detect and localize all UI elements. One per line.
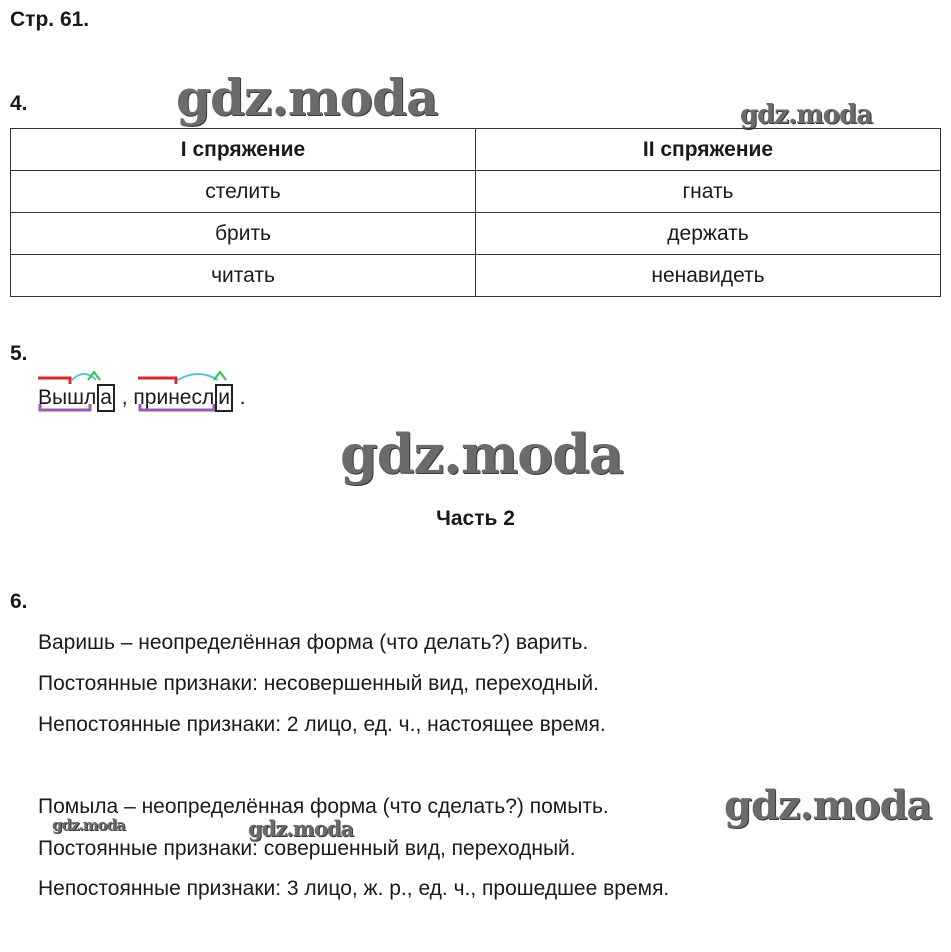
table-header-cell: I спряжение <box>11 129 476 171</box>
watermark-logo: gdz.moda <box>740 100 873 130</box>
text-line: Помыла – неопределённая форма (что сделать?) помыть. <box>38 795 609 818</box>
watermark-logo: gdz.moda <box>724 782 932 829</box>
text-line: Непостоянные признаки: 2 лицо, ед. ч., настоящее время. <box>38 713 606 736</box>
watermark-logo: gdz.moda <box>176 68 438 127</box>
table-cell: стелить <box>11 171 476 213</box>
root-mark <box>178 374 218 380</box>
table-cell: читать <box>11 255 476 297</box>
word-stem: Вышл <box>38 386 97 409</box>
suffix-mark <box>214 372 226 380</box>
text-line: Варишь – неопределённая форма (что делать?) варить. <box>38 631 589 654</box>
ending-box: а <box>97 384 115 412</box>
text-line: Непостоянные признаки: 3 лицо, ж. р., ед. ч., прошедшее время. <box>38 877 670 900</box>
table-cell: гнать <box>476 171 941 213</box>
table-header-row <box>11 129 941 171</box>
word-vyshla <box>38 384 116 412</box>
end-mark: . <box>233 386 246 409</box>
table-row <box>11 171 941 213</box>
word-stem: принесл <box>133 386 215 409</box>
part-title: Часть 2 <box>436 507 515 530</box>
conjugation-table <box>10 128 941 297</box>
task-number-6: 6. <box>10 590 28 613</box>
table-cell: брить <box>11 213 476 255</box>
table-header-cell: II спряжение <box>476 129 941 171</box>
page-label: Стр. 61. <box>10 8 90 31</box>
task5-words <box>38 384 246 412</box>
table-row <box>11 255 941 297</box>
watermark-logo: gdz.moda <box>248 816 354 841</box>
watermark-logo: gdz.moda <box>52 816 125 834</box>
text-line: Постоянные признаки: несовершенный вид, переходный. <box>38 672 599 695</box>
text-line: Постоянные признаки: совершенный вид, переходный. <box>38 837 576 860</box>
table-cell: держать <box>476 213 941 255</box>
ending-box: и <box>215 384 233 412</box>
separator: , <box>115 386 134 409</box>
table-row <box>11 213 941 255</box>
word-prinesli <box>133 384 234 412</box>
table-cell: ненавидеть <box>476 255 941 297</box>
task-number-4: 4. <box>10 92 28 115</box>
watermark-logo: gdz.moda <box>340 422 623 486</box>
task-number-5: 5. <box>10 342 28 365</box>
